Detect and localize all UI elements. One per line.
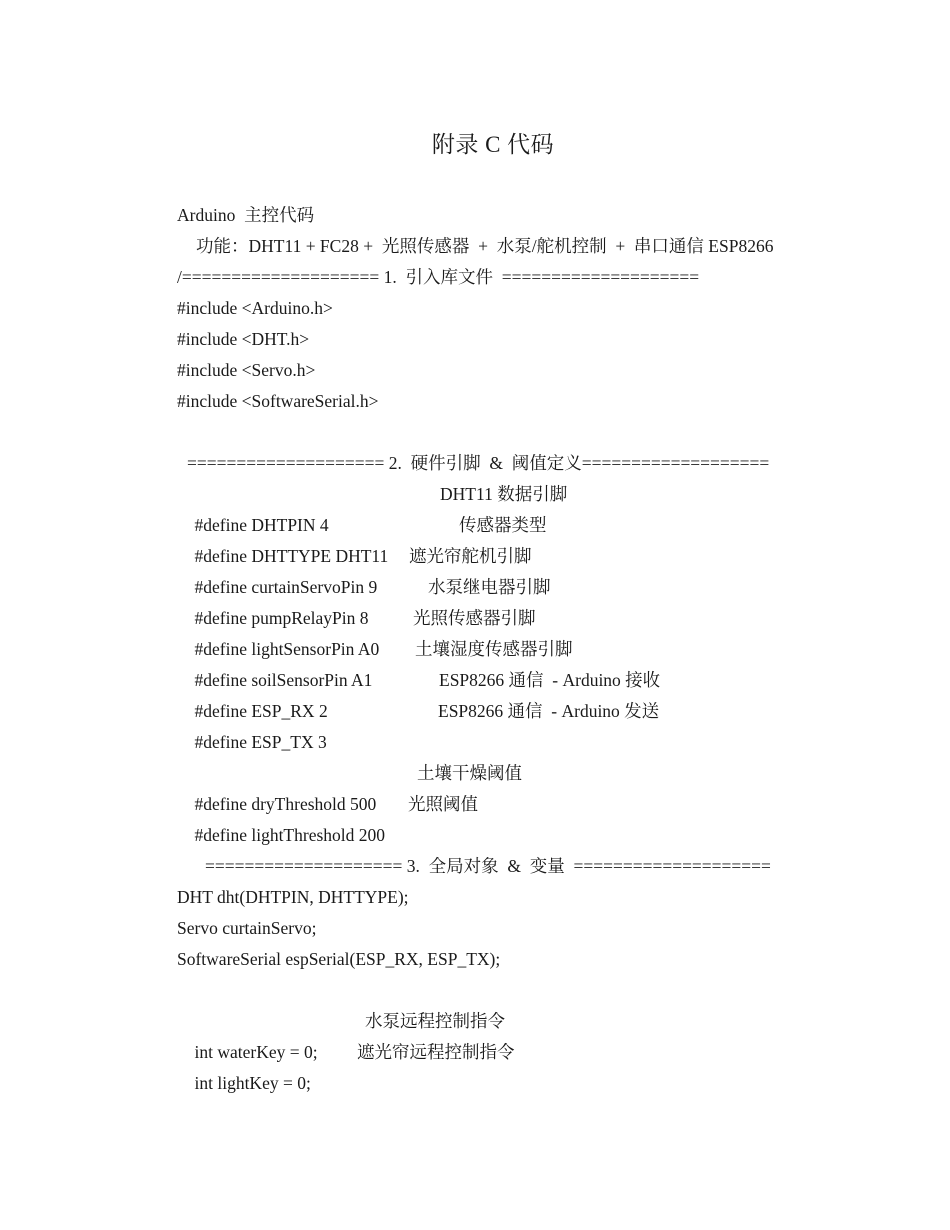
section-2-separator: ==================== 2. 硬件引脚 & 阈值定义===================	[187, 453, 770, 473]
heading-arduino-main-code: Arduino 主控代码	[177, 205, 315, 225]
define-comment: 光照传感器引脚	[413, 608, 536, 628]
variable-comment: 遮光帘远程控制指令	[357, 1042, 515, 1062]
define-code: #define soilSensorPin A1	[194, 670, 373, 690]
include-line: #include <SoftwareSerial.h>	[177, 391, 379, 411]
section-1-separator: /==================== 1. 引入库文件 ====================	[177, 267, 700, 287]
define-comment: 土壤湿度传感器引脚	[415, 639, 573, 659]
define-comment: 水泵继电器引脚	[428, 577, 551, 597]
define-code: #define pumpRelayPin 8	[194, 608, 369, 628]
object-declaration: Servo curtainServo;	[177, 918, 317, 938]
include-line: #include <Servo.h>	[177, 360, 316, 380]
define-comment: 光照阈值	[408, 794, 478, 814]
define-line	[177, 696, 877, 752]
define-code: #define dryThreshold 500	[194, 794, 377, 814]
define-comment: 传感器类型	[459, 515, 547, 535]
code-listing	[177, 200, 877, 1093]
section-3-separator: ==================== 3. 全局对象 & 变量 ====================	[205, 856, 771, 876]
blank-line	[177, 727, 877, 758]
define-code: #define ESP_TX 3	[194, 732, 327, 752]
define-comment: DHT11 数据引脚	[440, 484, 568, 504]
object-declaration: SoftwareSerial espSerial(ESP_RX, ESP_TX);	[177, 949, 501, 969]
blank-line	[177, 975, 877, 1006]
define-line	[177, 789, 877, 845]
define-code: #define DHTPIN 4	[194, 515, 329, 535]
include-line: #include <DHT.h>	[177, 329, 310, 349]
define-code: #define DHTTYPE DHT11	[194, 546, 389, 566]
define-code: #define curtainServoPin 9	[194, 577, 378, 597]
blank-line	[177, 417, 877, 448]
page-title: 附录 C 代码	[431, 132, 555, 157]
define-code: #define ESP_RX 2	[194, 701, 328, 721]
define-comment: ESP8266 通信 - Arduino 接收	[439, 670, 661, 690]
variable-code: int waterKey = 0;	[194, 1042, 318, 1062]
define-comment: 土壤干燥阈值	[417, 763, 522, 783]
blank-line	[177, 820, 877, 851]
variable-code: int lightKey = 0;	[194, 1073, 311, 1093]
variable-line	[177, 1037, 877, 1093]
define-comment: 遮光帘舵机引脚	[409, 546, 532, 566]
define-code: #define lightSensorPin A0	[194, 639, 380, 659]
define-code: #define lightThreshold 200	[194, 825, 386, 845]
include-line: #include <Arduino.h>	[177, 298, 333, 318]
object-declaration: DHT dht(DHTPIN, DHTTYPE);	[177, 887, 409, 907]
variable-comment: 水泵远程控制指令	[365, 1011, 505, 1031]
define-comment: ESP8266 通信 - Arduino 发送	[438, 701, 660, 721]
function-description: 功能：DHT11 + FC28 + 光照传感器 + 水泵/舵机控制 + 串口通信 ESP8266	[196, 236, 774, 256]
